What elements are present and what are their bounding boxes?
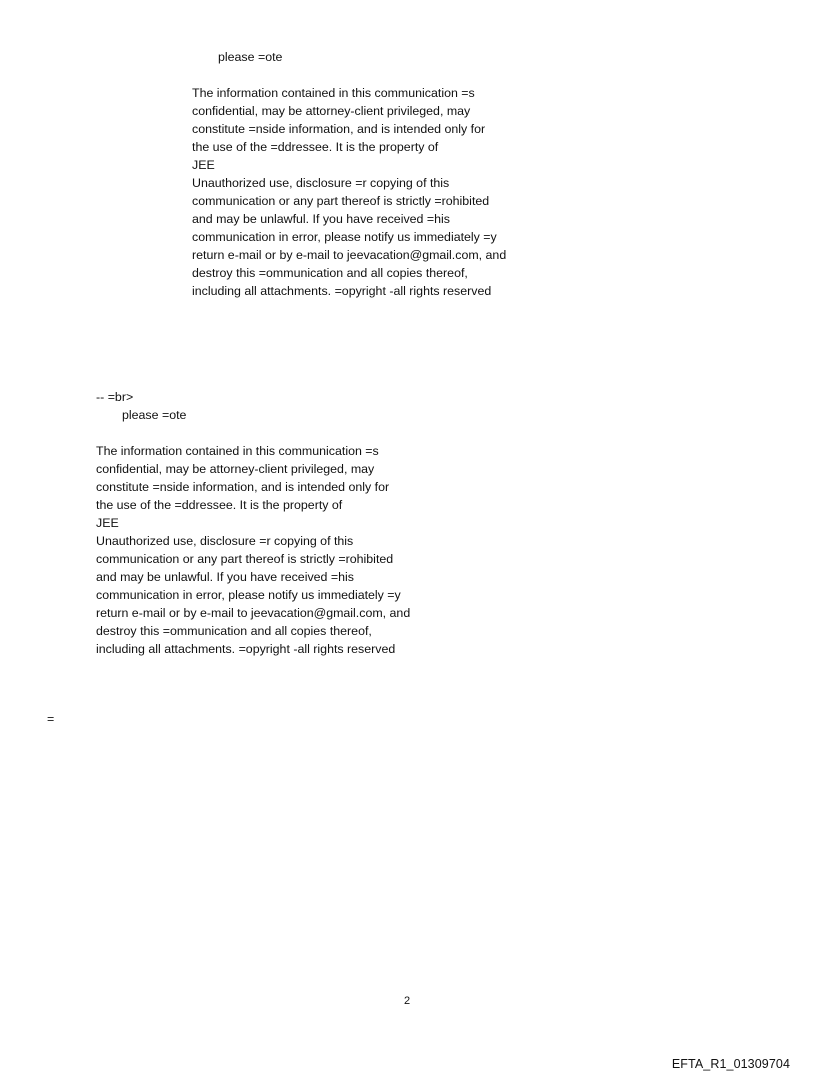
second-notice-line: Unauthorized use, disclosure =r copying of this [96,534,354,548]
second-notice-line: including all attachments. =opyright -all rights reserved [96,642,396,656]
first-notice-body [192,84,506,300]
page-number: 2 [404,995,411,1007]
first-notice-line: communication in error, please notify us immediately =y [192,230,497,244]
first-notice-line: JEE [192,158,215,172]
second-notice-line: the use of the =ddressee. It is the property of [96,498,343,512]
first-notice-heading: please =ote [218,50,283,64]
first-notice-line: confidential, may be attorney-client privileged, may [192,104,471,118]
second-notice-line: JEE [96,516,119,530]
first-notice-line: destroy this =ommunication and all copies thereof, [192,266,468,280]
first-notice-line: including all attachments. =opyright -all rights reserved [192,284,492,298]
document-id: EFTA_R1_01309704 [671,1057,790,1071]
first-notice-line: the use of the =ddressee. It is the property of [192,140,439,154]
first-notice-line: and may be unlawful. If you have received =his [192,212,450,226]
second-notice-line: constitute =nside information, and is intended only for [96,480,390,494]
second-notice-line: The information contained in this communication =s [96,444,379,458]
first-notice-line: communication or any part thereof is strictly =rohibited [192,194,490,208]
second-notice-line: and may be unlawful. If you have received =his [96,570,354,584]
first-notice-line: constitute =nside information, and is intended only for [192,122,486,136]
second-notice-heading: please =ote [122,408,187,422]
second-notice-body [96,442,410,658]
first-notice-line: The information contained in this communication =s [192,86,475,100]
first-notice-line: Unauthorized use, disclosure =r copying of this [192,176,450,190]
second-notice-line: communication in error, please notify us immediately =y [96,588,401,602]
second-notice-line: return e-mail or by e-mail to jeevacation@gmail.com, and [96,606,411,620]
second-notice-line: communication or any part thereof is strictly =rohibited [96,552,394,566]
second-notice-line: confidential, may be attorney-client privileged, may [96,462,375,476]
signature-separator: -- =br> [96,390,134,404]
trailing-mark: = [47,712,55,726]
second-notice-line: destroy this =ommunication and all copies thereof, [96,624,372,638]
first-notice-line: return e-mail or by e-mail to jeevacation@gmail.com, and [192,248,507,262]
